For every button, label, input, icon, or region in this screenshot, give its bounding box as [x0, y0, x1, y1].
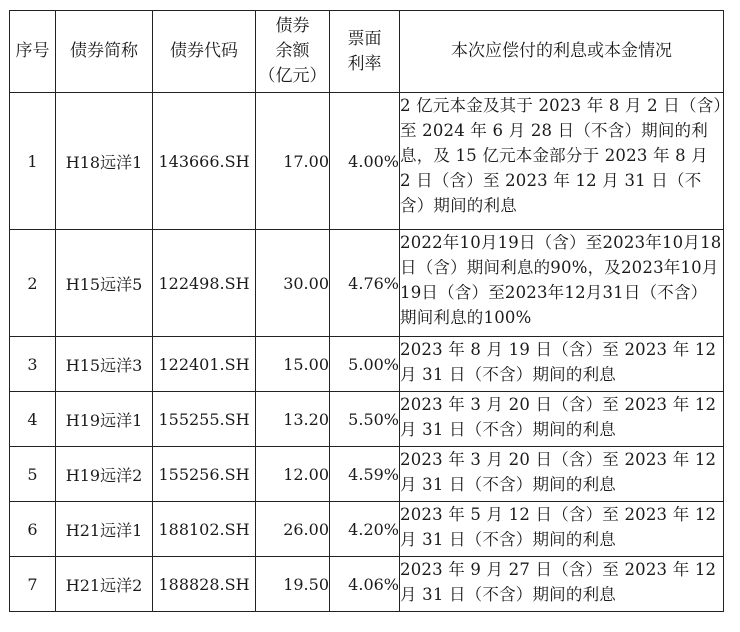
bond-payment-table [9, 10, 724, 612]
cell-rate: 5.50% [330, 392, 400, 447]
cell-balance: 30.00 [256, 230, 330, 337]
table-row [10, 502, 724, 557]
cell-bond-code: 188828.SH [153, 557, 256, 612]
header-rate [330, 11, 400, 93]
cell-index: 5 [10, 447, 56, 502]
cell-bond-code: 122401.SH [153, 337, 256, 392]
cell-description: 2023 年 5 月 12 日（含）至 2023 年 12 月 31 日（不含）期间的利息 [400, 502, 724, 557]
table-row [10, 93, 724, 230]
cell-description: 2023 年 3 月 20 日（含）至 2023 年 12 月 31 日（不含）期间的利息 [400, 447, 724, 502]
table-header-row [10, 11, 724, 93]
cell-bond-name: H18远洋1 [56, 93, 153, 230]
cell-index: 2 [10, 230, 56, 337]
cell-rate: 5.00% [330, 337, 400, 392]
cell-description: 2023 年 3 月 20 日（含）至 2023 年 12 月 31 日（不含）期间的利息 [400, 392, 724, 447]
cell-balance: 13.20 [256, 392, 330, 447]
header-rate-line-1: 票面 [347, 28, 382, 49]
cell-rate: 4.00% [330, 93, 400, 230]
cell-balance: 19.50 [256, 557, 330, 612]
table-row [10, 557, 724, 612]
header-balance-line-1: 债券 [275, 16, 310, 36]
cell-bond-name: H19远洋2 [56, 447, 153, 502]
cell-index: 4 [10, 392, 56, 447]
cell-balance: 17.00 [256, 93, 330, 230]
cell-index: 6 [10, 502, 56, 557]
cell-balance: 12.00 [256, 447, 330, 502]
cell-balance: 26.00 [256, 502, 330, 557]
table-row [10, 337, 724, 392]
cell-bond-code: 155255.SH [153, 392, 256, 447]
cell-index: 7 [10, 557, 56, 612]
cell-bond-name: H19远洋1 [56, 392, 153, 447]
header-balance-line-2: 余额 [275, 41, 310, 61]
header-balance [256, 11, 330, 93]
cell-bond-code: 122498.SH [153, 230, 256, 337]
cell-balance: 15.00 [256, 337, 330, 392]
cell-bond-name: H15远洋3 [56, 337, 153, 392]
cell-rate: 4.76% [330, 230, 400, 337]
cell-description: 2 亿元本金及其于 2023 年 8 月 2 日（含）至 2024 年 6 月 28 日（不含）期间的利息，及 15 亿元本金部分于 2023 年 8 月 2 日（含）至 2023 年 12 月 31 日（不含）期间的利息 [400, 93, 724, 230]
table-row [10, 392, 724, 447]
header-bond-name: 债券简称 [56, 11, 153, 93]
header-index: 序号 [10, 11, 56, 93]
cell-bond-name: H15远洋5 [56, 230, 153, 337]
cell-bond-code: 188102.SH [153, 502, 256, 557]
table-row [10, 447, 724, 502]
header-rate-line-2: 利率 [347, 53, 382, 74]
cell-index: 1 [10, 93, 56, 230]
header-description: 本次应偿付的利息或本金情况 [400, 11, 724, 93]
header-balance-line-3: （亿元） [258, 66, 327, 86]
cell-rate: 4.06% [330, 557, 400, 612]
cell-bond-code: 155256.SH [153, 447, 256, 502]
cell-rate: 4.59% [330, 447, 400, 502]
cell-bond-name: H21远洋2 [56, 557, 153, 612]
cell-rate: 4.20% [330, 502, 400, 557]
cell-description: 2022年10月19日（含）至2023年10月18日（含）期间利息的90%，及2023年10月19日（含）至2023年12月31日（不含）期间利息的100% [400, 230, 724, 337]
table-row [10, 230, 724, 337]
cell-bond-name: H21远洋1 [56, 502, 153, 557]
cell-index: 3 [10, 337, 56, 392]
header-bond-code: 债券代码 [153, 11, 256, 93]
cell-bond-code: 143666.SH [153, 93, 256, 230]
cell-description: 2023 年 9 月 27 日（含）至 2023 年 12 月 31 日（不含）期间的利息 [400, 557, 724, 612]
cell-description: 2023 年 8 月 19 日（含）至 2023 年 12 月 31 日（不含）期间的利息 [400, 337, 724, 392]
